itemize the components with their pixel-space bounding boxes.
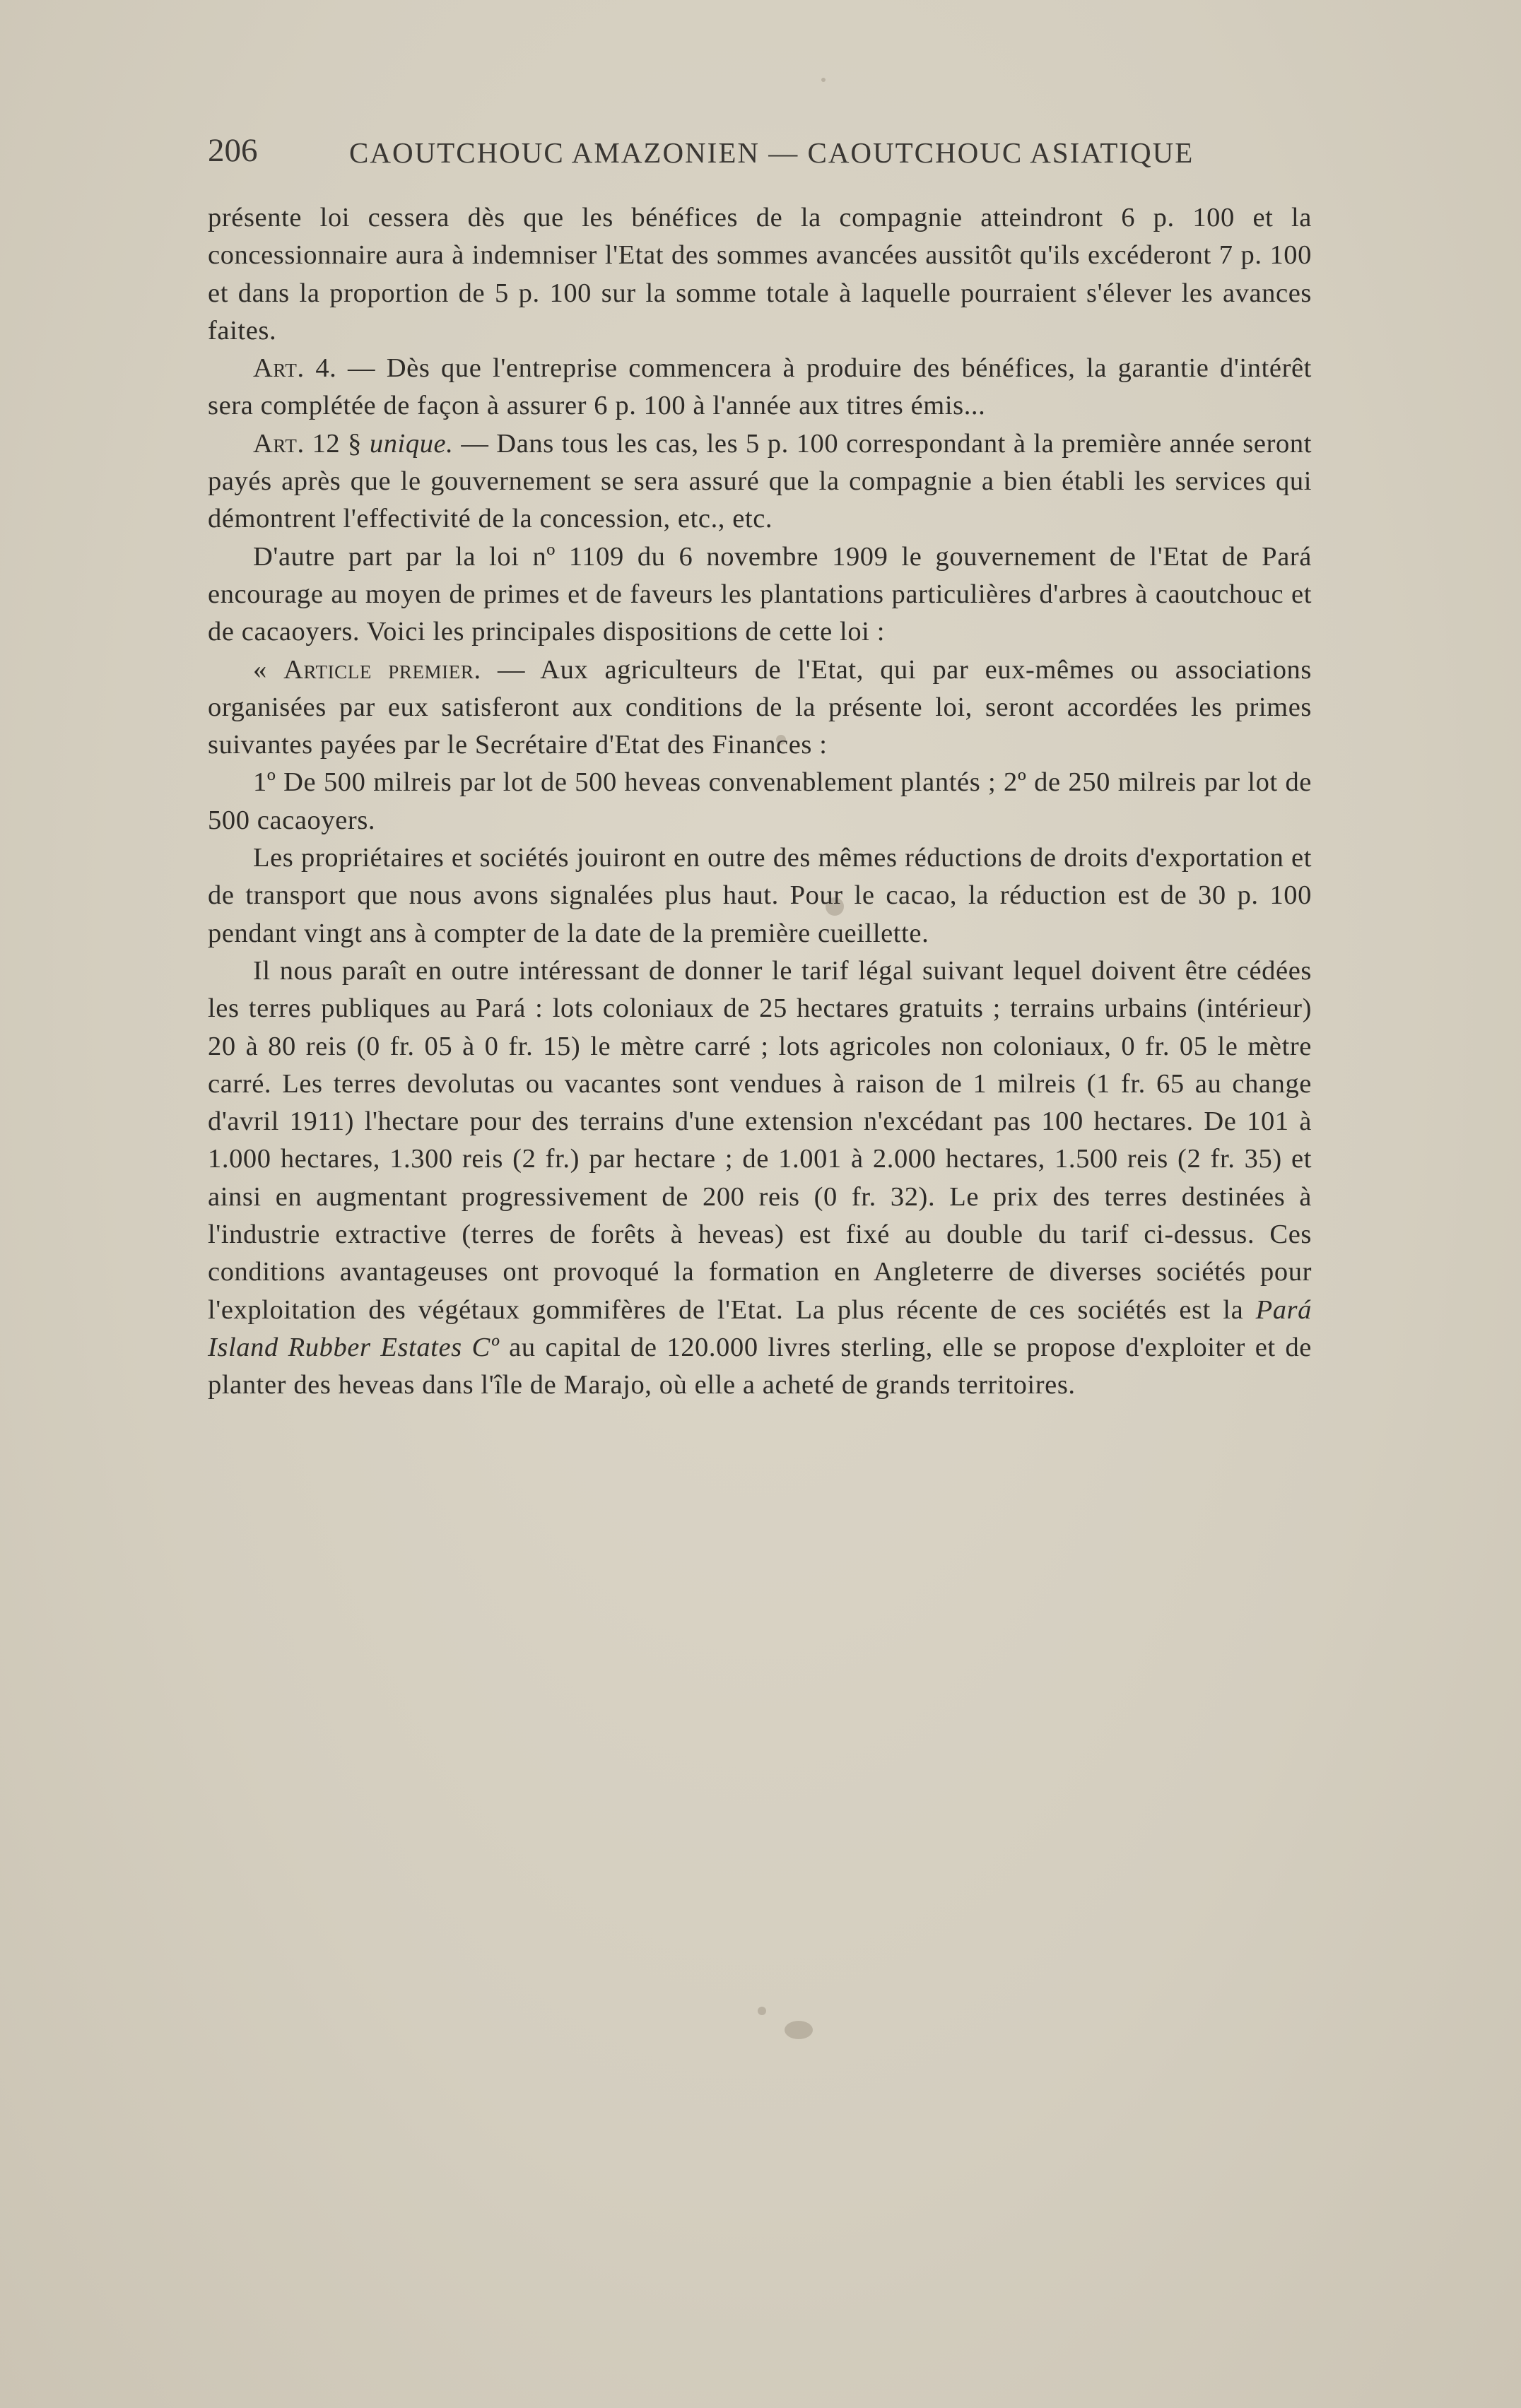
paragraph-1-text: présente loi cessera dès que les bénéfices de la compagnie atteindront 6 p. 100 et la concessionnaire aura à indemniser l'Etat des sommes avancées aussitôt qu'ils excéderont 7 p. 100 et dans la proportion de 5 p. 100 sur la somme totale à laquelle pourraient s'élever les avances faites.	[208, 203, 1312, 346]
paragraph-loi-1109	[208, 538, 1312, 651]
article-premier-quote: «	[253, 654, 284, 685]
page-number: 206	[208, 132, 258, 169]
paragraph-primes	[208, 764, 1312, 839]
article-premier-label: Article premier.	[283, 654, 481, 685]
para-island-rubber-estates: Pará Island Rubber Estates Cº	[208, 1294, 1312, 1362]
paragraph-article-4	[208, 350, 1312, 425]
page-header	[208, 131, 1204, 174]
paragraph-reductions	[208, 839, 1312, 952]
body-text	[208, 199, 1312, 1405]
article-4-label: Art. 4.	[253, 353, 337, 384]
loi-1109-text: D'autre part par la loi nº 1109 du 6 novembre 1909 le gouvernement de l'Etat de Pará encourage au moyen de primes et de faveurs les plantations particulières d'arbres à caoutchouc et de cacaoyers. Voici les principales dispositions de cette loi :	[208, 541, 1312, 647]
article-12-text: — Dans tous les cas, les 5 p. 100 correspondant à la première année seront payés après que le gouvernement se sera assuré que la compagnie a bien établi les services qui démontrent l'effectivité de la concession, etc., etc.	[208, 428, 1312, 534]
paragraph-article-premier	[208, 651, 1312, 765]
article-4-text: — Dès que l'entreprise commencera à produire des bénéfices, la garantie d'intérêt sera complétée de façon à assurer 6 p. 100 à l'année aux titres émis...	[208, 353, 1312, 421]
primes-text: 1º De 500 milreis par lot de 500 heveas convenablement plantés ; 2º de 250 milreis par lot de 500 cacaoyers.	[208, 767, 1312, 835]
paragraph-article-12	[208, 425, 1312, 538]
running-title: CAOUTCHOUC AMAZONIEN — CAOUTCHOUC ASIATIQUE	[349, 136, 1194, 169]
article-12-unique: unique.	[369, 428, 454, 459]
reductions-text: Les propriétaires et sociétés jouiront en outre des mêmes réductions de droits d'exportation et de transport que nous avons signalées plus haut. Pour le cacao, la réduction est de 30 p. 100 pendant vingt ans à compter de la date de la première cueillette.	[208, 843, 1312, 948]
paragraph-1	[208, 199, 1312, 350]
paper-speck	[785, 2021, 813, 2039]
paragraph-tarif	[208, 952, 1312, 1405]
tarif-text-b: au capital de 120.000 livres sterling, elle se propose d'exploiter et de planter des heveas dans l'île de Marajo, où elle a acheté de grands territoires.	[208, 1332, 1312, 1400]
paper-speck	[821, 78, 826, 82]
article-premier-text: — Aux agriculteurs de l'Etat, qui par eux-mêmes ou associations organisées par eux satisferont aux conditions de la présente loi, seront accordées les primes suivantes payées par le Secrétaire d'Etat des Finances :	[208, 654, 1312, 760]
article-12-number: 12 §	[304, 428, 370, 459]
paper-speck	[758, 2007, 766, 2015]
article-12-label: Art.	[253, 428, 305, 459]
tarif-text-a: Il nous paraît en outre intéressant de donner le tarif légal suivant lequel doivent être cédées les terres publiques au Pará : lots coloniaux de 25 hectares gratuits ; terrains urbains (intérieur) 20 à 80 reis (0 fr. 05 à 0 fr. 15) le mètre carré ; lots agricoles non coloniaux, 0 fr. 05 le mètre carré. Les terres devolutas ou vacantes sont vendues à raison de 1 milreis (1 fr. 65 au change d'avril 1911) l'hectare pour des terrains d'une extension n'excédant pas 100 hectares. De 101 à 1.000 hectares, 1.300 reis (2 fr.) par hectare ; de 1.001 à 2.000 hectares, 1.500 reis (2 fr. 35) et ainsi en augmentant progressivement de 200 reis (0 fr. 32). Le prix des terres destinées à l'industrie extractive (terres de forêts à heveas) est fixé au double du tarif ci-dessus. Ces conditions avantageuses ont provoqué la formation en Angleterre de diverses sociétés pour l'exploitation des végétaux gommifères de l'Etat. La plus récente de ces sociétés est la	[208, 955, 1312, 1325]
